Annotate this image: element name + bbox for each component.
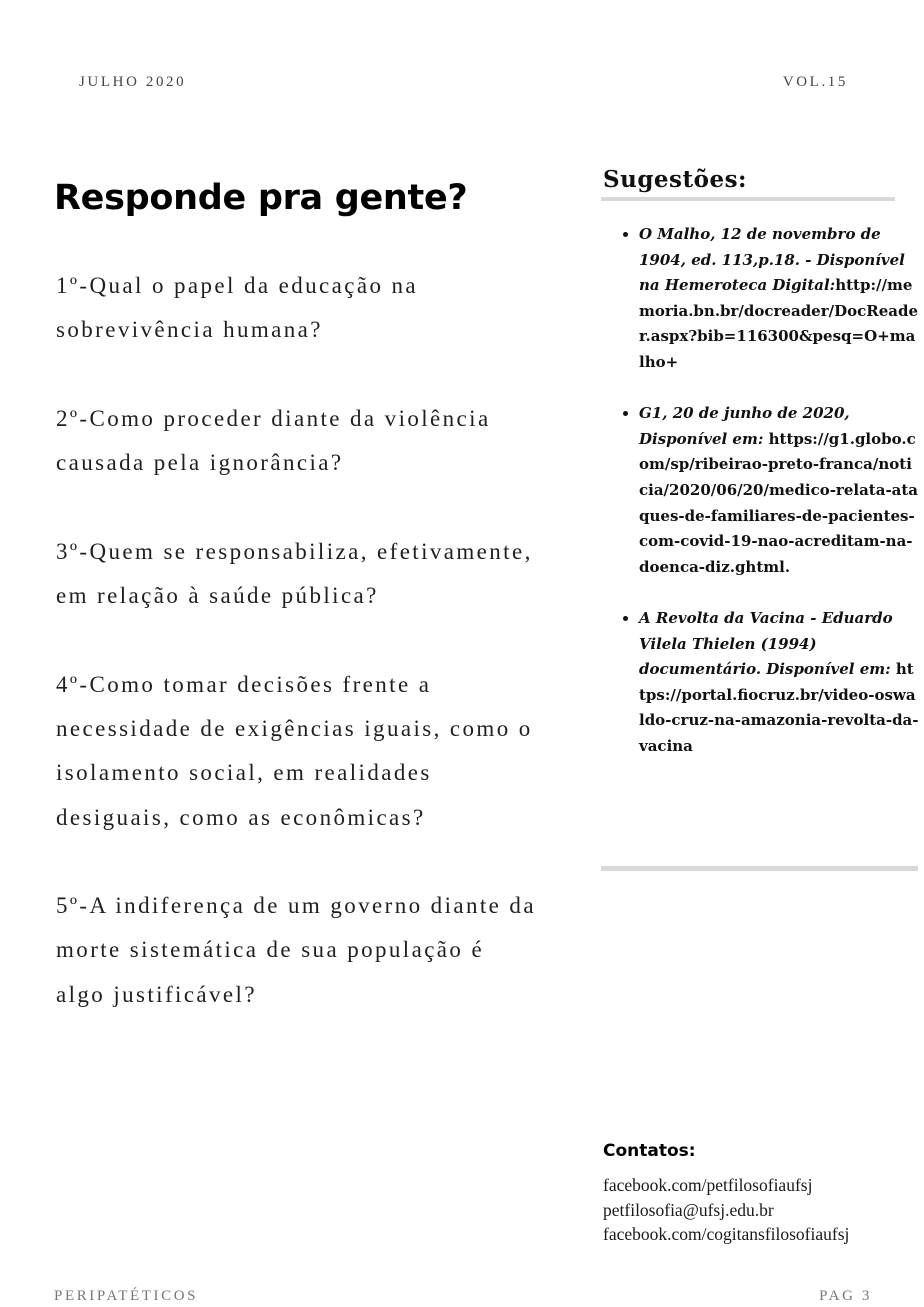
question-2: 2º-Como proceder diante da violência causada pela ignorância?	[56, 405, 491, 476]
suggestion-item	[639, 222, 919, 376]
sidebar-divider-top	[601, 197, 895, 201]
contact-facebook-pet[interactable]: facebook.com/petfilosofiaufsj	[603, 1175, 813, 1195]
contact-facebook-cogitans[interactable]: facebook.com/cogitansfilosofiaufsj	[603, 1224, 850, 1244]
volume-number: VOL.15	[782, 74, 848, 90]
contacts-title: Contatos:	[603, 1141, 696, 1161]
issue-date: JULHO 2020	[79, 74, 187, 90]
contacts-section	[603, 1141, 913, 1247]
suggestion-citation: O Malho, 12 de novembro de 1904, ed. 113,p.18. - Disponível na Hemeroteca Digital:	[639, 225, 905, 295]
suggestions-sidebar	[601, 166, 919, 785]
question-4: 4º-Como tomar decisões frente a necessidade de exigências iguais, como o isolamento social, em realidades desiguais, como as econômicas?	[56, 671, 533, 830]
sidebar-divider-bottom	[601, 866, 918, 871]
question-1: 1º-Qual o papel da educação na sobrevivência humana?	[56, 273, 419, 343]
suggestion-citation: A Revolta da Vacina - Eduardo Vilela Thielen (1994) documentário. Disponível em:	[639, 608, 896, 679]
suggestion-link[interactable]: https://g1.globo.com/sp/ribeirao-preto-franca/noticia/2020/06/20/medico-relata-ataques-de-familiares-de-pacientes-com-covid-19-nao-acreditam-na-doenca-diz.ghtml.	[639, 429, 919, 576]
contact-email[interactable]: petfilosofia@ufsj.edu.br	[603, 1199, 774, 1220]
question-5: 5º-A indiferença de um governo diante da morte sistemática de sua população é algo justificável?	[56, 893, 536, 1007]
question-3: 3º-Quem se responsabiliza, efetivamente, em relação à saúde pública?	[56, 538, 533, 609]
page-number: PAG 3	[819, 1288, 872, 1304]
suggestion-item	[639, 401, 919, 580]
question-list	[56, 264, 536, 1061]
suggestion-link[interactable]: https://portal.fiocruz.br/video-oswaldo-cruz-na-amazonia-revolta-da-vacina	[639, 660, 919, 755]
suggestion-link[interactable]: http://memoria.bn.br/docreader/DocReader.aspx?bib=116300&pesq=O+malho+	[639, 276, 919, 371]
page-title: Responde pra gente?	[54, 178, 468, 218]
suggestion-list	[601, 222, 919, 759]
suggestion-item	[639, 606, 919, 760]
suggestion-citation: G1, 20 de junho de 2020, Disponível em:	[639, 404, 850, 448]
sidebar-title: Sugestões:	[603, 166, 748, 193]
publication-name: PERIPATÉTICOS	[54, 1288, 199, 1304]
